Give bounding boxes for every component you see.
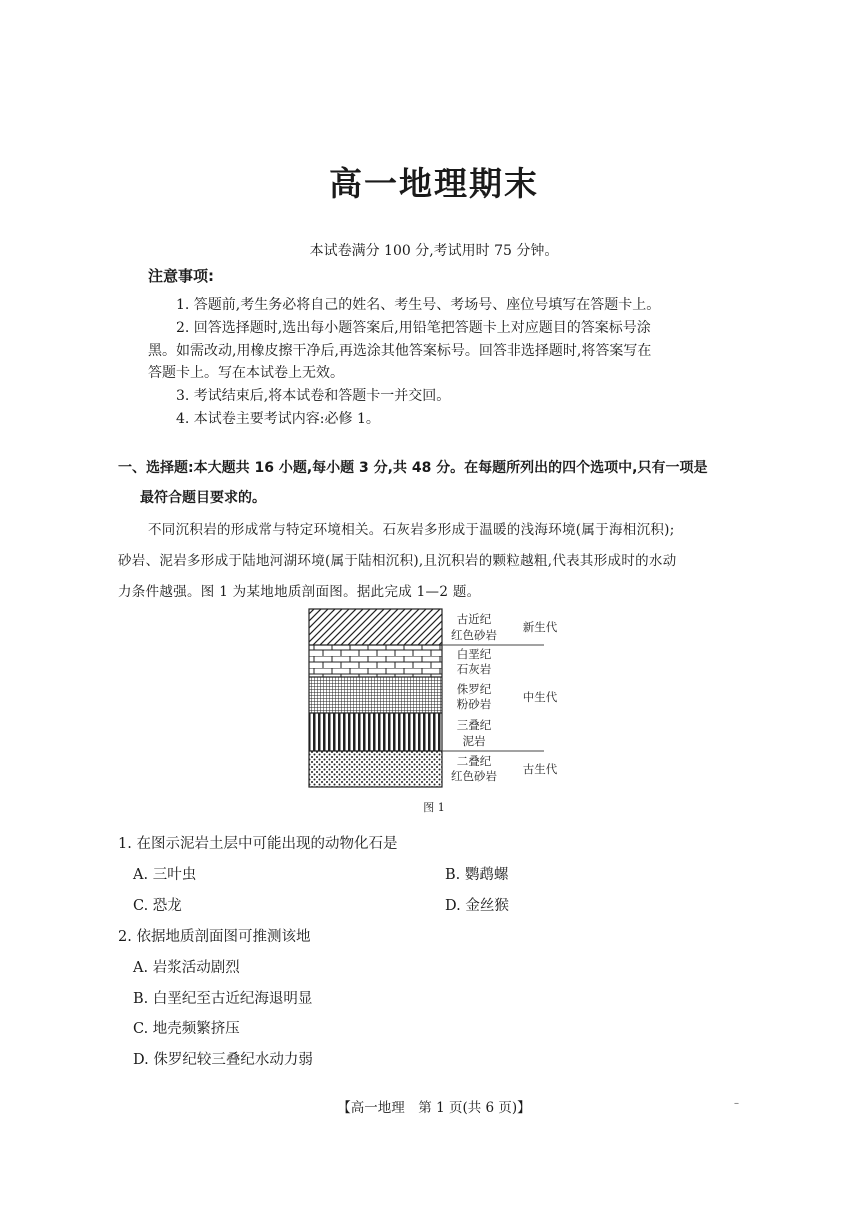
intro-line-3: 力条件越强。图 1 为某地地质剖面图。据此完成 1—2 题。 — [118, 584, 481, 600]
figure-caption: 图 1 — [423, 801, 445, 814]
exam-info: 本试卷满分 100 分,考试用时 75 分钟。 — [309, 243, 559, 259]
section-heading-line1: 一、选择题:本大题共 16 小题,每小题 3 分,共 48 分。在每题所列出的四个选项中,只有一项是 — [118, 460, 708, 476]
era-label-mesozoic: 中生代 — [522, 690, 558, 704]
layer-label-period: 二叠纪 — [456, 754, 492, 768]
notice-line-4: 答题卡上。写在本试卷上无效。 — [148, 365, 344, 381]
question-2-option-c: C. 地壳频繁挤压 — [133, 1021, 240, 1037]
layer-paleogene-sandstone — [309, 609, 442, 645]
layer-label-rock: 石灰岩 — [456, 662, 492, 676]
notice-line-5: 3. 考试结束后,将本试卷和答题卡一并交回。 — [176, 388, 451, 404]
era-label-cenozoic: 新生代 — [522, 620, 558, 634]
question-1-option-b: B. 鹦鹉螺 — [445, 867, 509, 883]
question-2-option-a: A. 岩浆活动剧烈 — [133, 960, 240, 976]
question-2-option-b: B. 白垩纪至古近纪海退明显 — [133, 991, 313, 1007]
notice-line-2: 2. 回答选择题时,选出每小题答案后,用铅笔把答题卡上对应题目的答案标号涂 — [176, 320, 651, 336]
exam-title: 高一地理期末 — [329, 164, 539, 203]
layer-label-period: 三叠纪 — [456, 718, 492, 732]
layer-permian-sandstone — [309, 751, 442, 787]
layer-label-rock: 泥岩 — [462, 734, 486, 748]
notice-line-3: 黑。如需改动,用橡皮擦干净后,再选涂其他答案标号。回答非选择题时,将答案写在 — [148, 343, 652, 359]
notice-line-6: 4. 本试卷主要考试内容:必修 1。 — [176, 411, 380, 427]
question-1-option-d: D. 金丝猴 — [445, 898, 509, 914]
intro-line-1: 不同沉积岩的形成常与特定环境相关。石灰岩多形成于温暖的浅海环境(属于海相沉积); — [148, 522, 675, 538]
layer-label-period: 古近纪 — [456, 612, 492, 626]
corner-mark: – — [734, 1098, 739, 1109]
layer-jurassic-siltstone — [309, 677, 442, 713]
era-label-paleozoic: 古生代 — [522, 762, 558, 776]
layer-label-rock: 粉砂岩 — [456, 697, 492, 711]
geologic-section-figure — [308, 608, 578, 818]
layer-label-rock: 红色砂岩 — [451, 769, 497, 783]
layer-label-period: 白垩纪 — [456, 647, 492, 661]
notice-heading: 注意事项: — [148, 267, 214, 285]
question-2-option-d: D. 侏罗纪较三叠纪水动力弱 — [133, 1052, 313, 1068]
question-1-stem: 1. 在图示泥岩土层中可能出现的动物化石是 — [118, 836, 398, 852]
layer-label-rock: 红色砂岩 — [451, 628, 497, 642]
layer-label-period: 侏罗纪 — [456, 682, 492, 696]
layer-cretaceous-limestone — [309, 645, 442, 677]
section-heading-line2: 最符合题目要求的。 — [140, 490, 266, 506]
notice-line-1: 1. 答题前,考生务必将自己的姓名、考生号、考场号、座位号填写在答题卡上。 — [176, 297, 661, 313]
page-footer: 【高一地理 第 1 页(共 6 页)】 — [337, 1100, 531, 1116]
question-1-option-c: C. 恐龙 — [133, 898, 182, 914]
intro-line-2: 砂岩、泥岩多形成于陆地河湖环境(属于陆相沉积),且沉积岩的颗粒越粗,代表其形成时的水动 — [118, 553, 677, 569]
question-1-option-a: A. 三叶虫 — [133, 867, 197, 883]
question-2-stem: 2. 依据地质剖面图可推测该地 — [118, 929, 311, 945]
layer-triassic-mudstone — [309, 713, 442, 751]
